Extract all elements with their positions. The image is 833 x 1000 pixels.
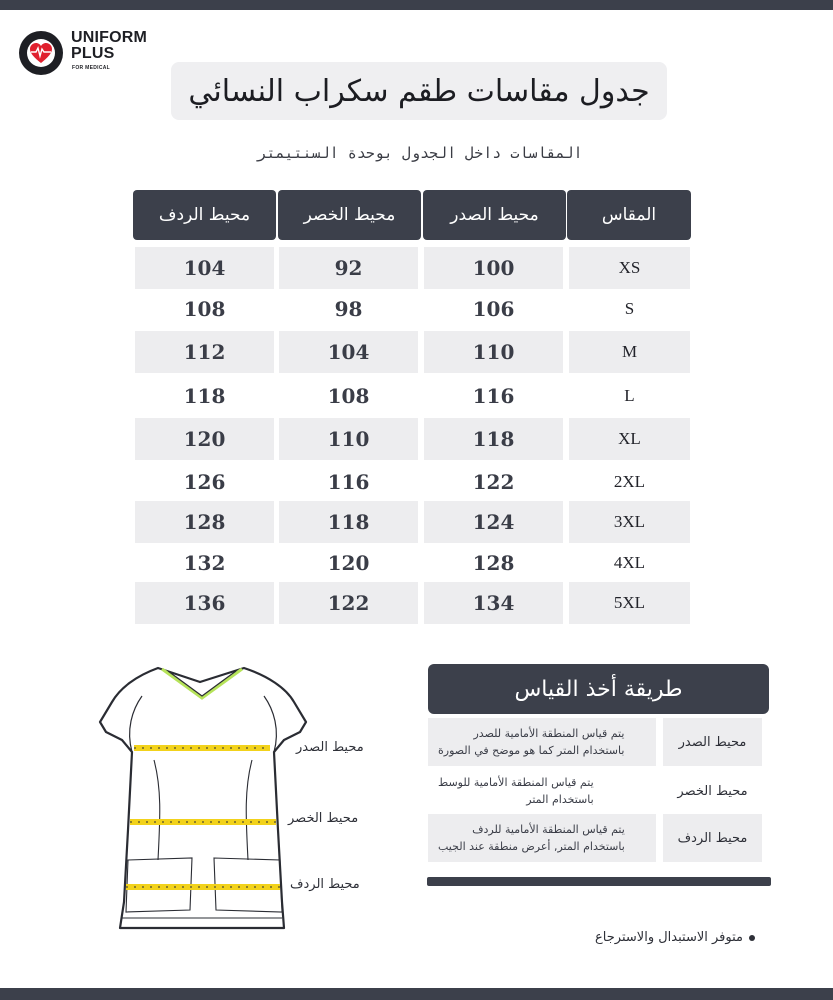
table-row (133, 375, 691, 417)
measure-desc-line1: يتم قياس المنطقة الأمامية للوسط (438, 776, 594, 789)
measure-label: محيط الصدر (663, 718, 762, 766)
size-cell: 5XL (569, 582, 690, 624)
measure-description (428, 814, 656, 862)
size-cell: XS (569, 247, 690, 289)
scrub-top-diagram (96, 660, 314, 938)
hip-cell: 128 (135, 501, 274, 543)
chest-cell: 100 (424, 247, 563, 289)
waist-cell: 108 (327, 384, 370, 408)
waist-cell: 104 (279, 331, 418, 373)
size-cell: S (624, 299, 635, 318)
hip-cell: 132 (183, 551, 226, 575)
size-cell: 2XL (613, 472, 646, 491)
hip-cell: 108 (183, 297, 226, 321)
chest-cell: 116 (472, 384, 515, 408)
header-hip: محيط الردف (133, 190, 276, 240)
table-row (133, 582, 691, 624)
heart-logo-icon (18, 30, 64, 76)
hip-cell: 126 (183, 470, 226, 494)
measure-row-hip (428, 814, 762, 862)
bottom-bar (0, 988, 833, 1000)
measure-row-waist (428, 767, 762, 815)
waist-cell: 118 (279, 501, 418, 543)
size-cell: M (569, 331, 690, 373)
table-row (133, 501, 691, 543)
chest-cell: 124 (424, 501, 563, 543)
chest-cell: 110 (424, 331, 563, 373)
table-row (133, 418, 691, 460)
diagram-waist-label: محيط الخصر (288, 811, 359, 826)
measure-label: محيط الردف (663, 814, 762, 862)
measure-label: محيط الخصر (677, 783, 748, 799)
diagram-hip-label: محيط الردف (290, 877, 360, 892)
brand-logo (18, 28, 178, 78)
chest-cell: 134 (424, 582, 563, 624)
exchange-note-text: متوفر الاستبدال والاسترجاع (595, 930, 743, 945)
waist-cell: 120 (327, 551, 370, 575)
table-row (133, 331, 691, 373)
bullet-icon (749, 935, 755, 941)
header-size: المقاس (567, 190, 691, 240)
measure-desc-line2: باستخدام المتر, أعرض منطقة عند الجيب (438, 840, 625, 853)
brand-name-line1: UNIFORM (71, 29, 148, 46)
measure-row-chest (428, 718, 762, 766)
chest-cell: 122 (472, 470, 515, 494)
size-cell: L (624, 386, 635, 405)
exchange-note (560, 930, 755, 945)
measure-desc-line1: يتم قياس المنطقة الأمامية للردف (472, 823, 625, 836)
hip-cell: 136 (135, 582, 274, 624)
measure-desc-line2: باستخدام المتر كما هو موضح في الصورة (438, 744, 625, 757)
measure-guide-heading: طريقة أخذ القياس (428, 664, 769, 714)
measure-desc-line1: يتم قياس المنطقة الأمامية للصدر (473, 727, 625, 740)
table-row (133, 461, 691, 503)
table-row (133, 542, 691, 584)
brand-name-line2: PLUS (71, 45, 115, 62)
page-title-box (171, 62, 667, 120)
chest-cell: 118 (424, 418, 563, 460)
top-bar (0, 0, 833, 10)
diagram-chest-label: محيط الصدر (296, 740, 364, 755)
hip-cell: 112 (135, 331, 274, 373)
measure-guide-footer-bar (427, 877, 771, 886)
header-chest: محيط الصدر (423, 190, 566, 240)
waist-cell: 98 (334, 297, 363, 321)
hip-cell: 104 (135, 247, 274, 289)
page-title: جدول مقاسات طقم سكراب النسائي (188, 73, 650, 109)
measure-description (428, 718, 656, 766)
units-subtitle: المقاسات داخل الجدول بوحدة السنتيمتر (257, 144, 583, 162)
table-row (133, 247, 691, 289)
waist-cell: 122 (279, 582, 418, 624)
size-cell: 4XL (613, 553, 646, 572)
hip-cell: 118 (183, 384, 226, 408)
chest-cell: 106 (472, 297, 515, 321)
brand-tagline: FOR MEDICAL (72, 65, 111, 71)
measure-desc-line2: باستخدام المتر (526, 793, 594, 806)
table-row (133, 288, 691, 330)
waist-cell: 116 (327, 470, 370, 494)
waist-cell: 92 (279, 247, 418, 289)
hip-cell: 120 (135, 418, 274, 460)
size-cell: XL (569, 418, 690, 460)
measure-description (428, 767, 656, 815)
waist-cell: 110 (279, 418, 418, 460)
size-cell: 3XL (569, 501, 690, 543)
header-waist: محيط الخصر (278, 190, 421, 240)
chest-cell: 128 (472, 551, 515, 575)
